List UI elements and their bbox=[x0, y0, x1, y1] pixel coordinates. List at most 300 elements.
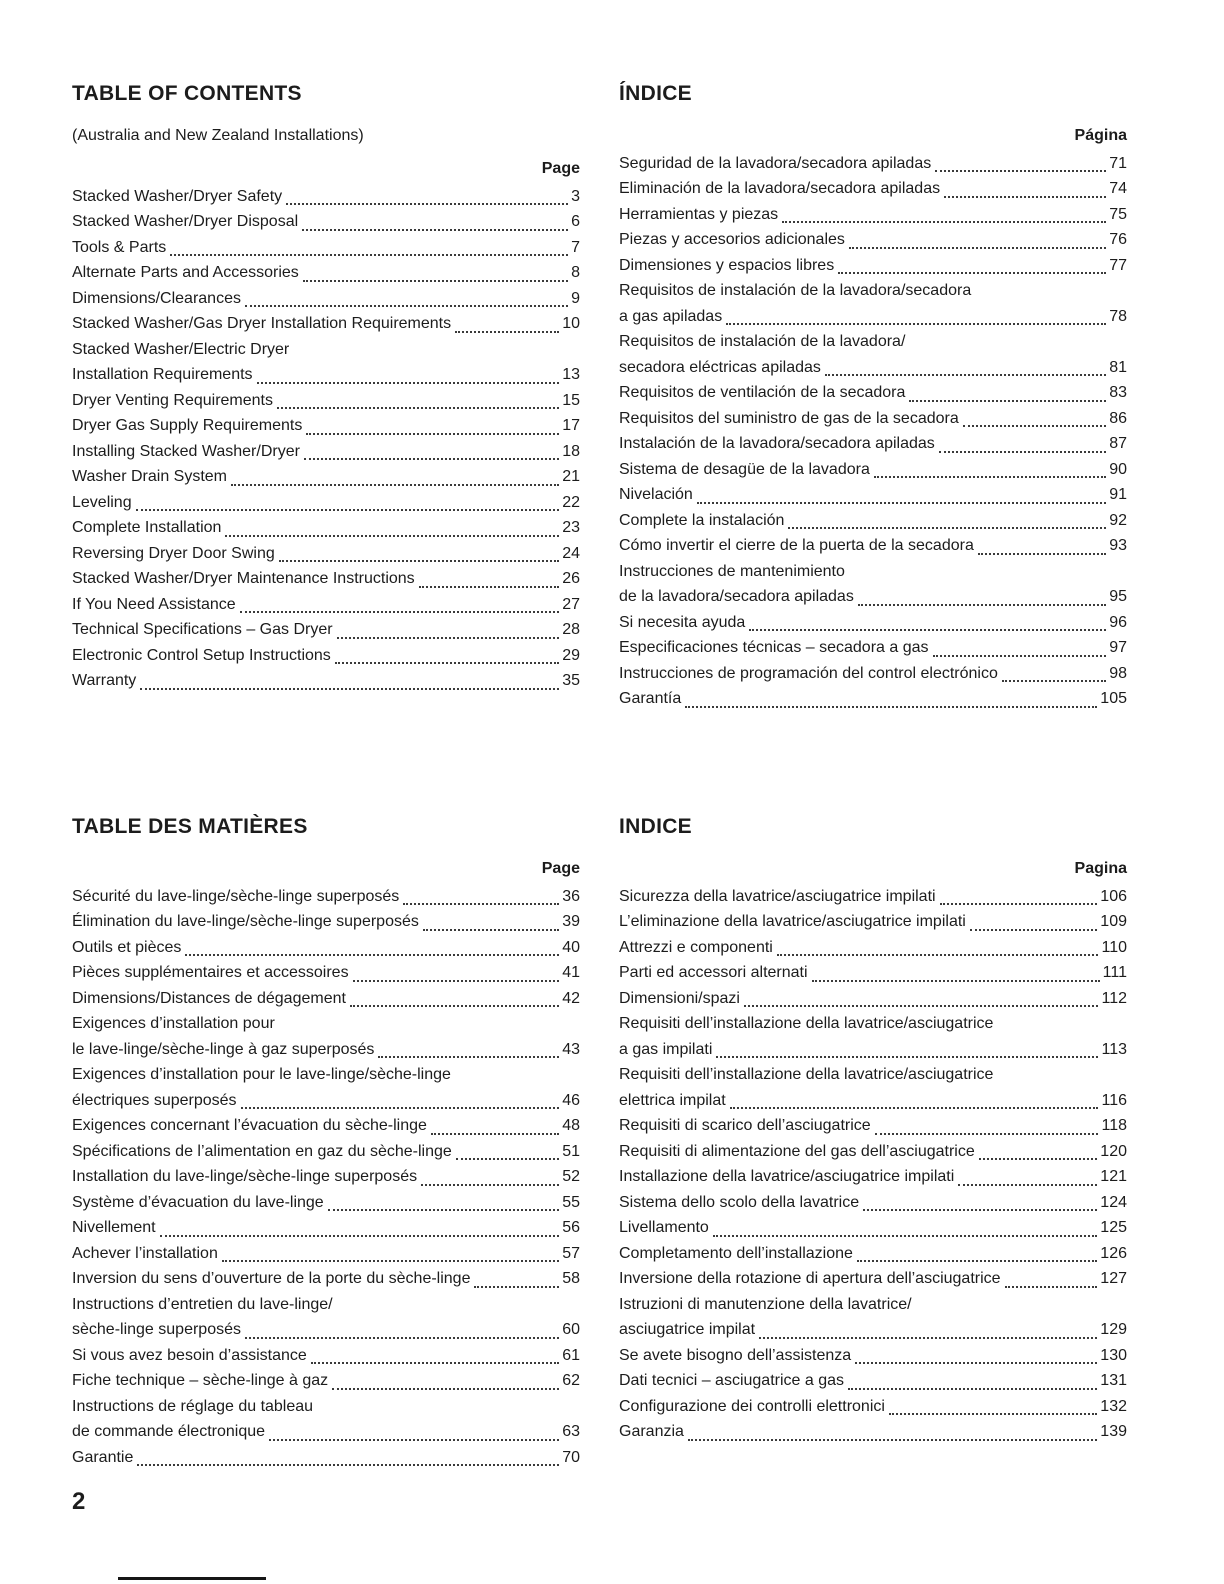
toc-entry-row bbox=[619, 986, 1127, 1012]
toc-entry-row bbox=[72, 986, 580, 1012]
toc-entries-french bbox=[72, 884, 580, 1471]
toc-entry bbox=[72, 464, 580, 490]
toc-entry-label: Stacked Washer/Dryer Maintenance Instructions bbox=[72, 570, 415, 588]
toc-entry bbox=[72, 1113, 580, 1139]
toc-entry-page: 87 bbox=[1109, 435, 1127, 453]
toc-entry-label: Garantie bbox=[72, 1448, 134, 1466]
toc-entry bbox=[619, 935, 1127, 961]
toc-entry-page: 46 bbox=[562, 1091, 580, 1109]
toc-entry-page: 36 bbox=[562, 887, 580, 905]
dot-leader bbox=[403, 903, 559, 905]
toc-entry-page: 21 bbox=[562, 468, 580, 486]
toc-entry-row bbox=[619, 884, 1127, 910]
dot-leader bbox=[419, 586, 560, 588]
toc-entry-row bbox=[72, 1445, 580, 1471]
toc-entry-row bbox=[619, 355, 1127, 381]
toc-entry-label: Installation du lave-linge/sèche-linge superposés bbox=[72, 1168, 418, 1186]
toc-entry-line: Requisitos de instalación de la lavadora/secadora bbox=[619, 282, 972, 300]
toc-entry-row bbox=[619, 661, 1127, 687]
toc-entry-row bbox=[72, 1266, 580, 1292]
dot-leader bbox=[978, 553, 1106, 555]
toc-entry-row bbox=[72, 209, 580, 235]
toc-entry bbox=[72, 986, 580, 1012]
toc-entry-row bbox=[619, 686, 1127, 712]
toc-entry-label: Electronic Control Setup Instructions bbox=[72, 646, 331, 664]
toc-section-french bbox=[72, 797, 580, 1470]
dot-leader bbox=[863, 1209, 1097, 1211]
toc-entry-page: 70 bbox=[562, 1448, 580, 1466]
toc-entry bbox=[72, 337, 580, 388]
toc-entry-label: Tools & Parts bbox=[72, 238, 167, 256]
toc-entry bbox=[619, 329, 1127, 380]
toc-entry-label: Nivellement bbox=[72, 1219, 156, 1237]
dot-leader bbox=[269, 1439, 559, 1441]
toc-entry-page: 55 bbox=[562, 1193, 580, 1211]
toc-entry-page: 91 bbox=[1109, 486, 1127, 504]
dot-leader bbox=[857, 1260, 1097, 1262]
toc-entry bbox=[72, 1343, 580, 1369]
toc-entry-page: 125 bbox=[1100, 1219, 1127, 1237]
toc-entry-label: Stacked Washer/Gas Dryer Installation Requirements bbox=[72, 315, 452, 333]
toc-entry-label: Warranty bbox=[72, 672, 137, 690]
dot-leader bbox=[455, 331, 559, 333]
toc-entry-label: Dimensions/Clearances bbox=[72, 289, 241, 307]
toc-entry-row bbox=[72, 490, 580, 516]
toc-entry-label: a gas apiladas bbox=[619, 307, 723, 325]
toc-entry-row bbox=[72, 1088, 580, 1114]
dot-leader bbox=[245, 305, 568, 307]
toc-entry-row bbox=[619, 1113, 1127, 1139]
toc-entry-label: Fiche technique – sèche-linge à gaz bbox=[72, 1372, 329, 1390]
toc-entry-page: 71 bbox=[1109, 154, 1127, 172]
toc-entry-label: Herramientas y piezas bbox=[619, 205, 779, 223]
page-column-label-spanish: Página bbox=[1074, 126, 1127, 144]
dot-leader bbox=[378, 1056, 559, 1058]
toc-entry-label: Élimination du lave-linge/sèche-linge superposés bbox=[72, 913, 419, 931]
dot-leader bbox=[782, 221, 1106, 223]
toc-entry-row bbox=[72, 1113, 580, 1139]
dot-leader bbox=[848, 1388, 1097, 1390]
toc-entry-line: Instructions d’entretien du lave-linge/ bbox=[72, 1295, 333, 1313]
toc-entry-row bbox=[72, 884, 580, 910]
toc-entry-label: elettrica impilat bbox=[619, 1091, 726, 1109]
dot-leader bbox=[944, 196, 1106, 198]
toc-entry-page: 86 bbox=[1109, 409, 1127, 427]
toc-entry-row bbox=[619, 610, 1127, 636]
toc-entry bbox=[619, 1266, 1127, 1292]
toc-entry-row bbox=[72, 566, 580, 592]
toc-entries-italian bbox=[619, 884, 1127, 1445]
toc-entries-spanish bbox=[619, 151, 1127, 712]
toc-entry bbox=[619, 533, 1127, 559]
toc-entry-label: Cómo invertir el cierre de la puerta de la secadora bbox=[619, 537, 974, 555]
toc-entry-label: Parti ed accessori alternati bbox=[619, 964, 808, 982]
toc-section-italian bbox=[619, 797, 1127, 1445]
toc-entry-row bbox=[72, 909, 580, 935]
dot-leader bbox=[222, 1260, 559, 1262]
toc-entry-page: 29 bbox=[562, 646, 580, 664]
toc-entry bbox=[72, 1394, 580, 1445]
toc-entry-row bbox=[619, 176, 1127, 202]
toc-entry-page: 113 bbox=[1101, 1040, 1127, 1058]
toc-entry-row bbox=[619, 935, 1127, 961]
toc-entry-page: 127 bbox=[1100, 1270, 1127, 1288]
toc-entry-page: 23 bbox=[562, 519, 580, 537]
toc-entry bbox=[72, 617, 580, 643]
toc-entry bbox=[72, 311, 580, 337]
toc-entry-row bbox=[72, 935, 580, 961]
toc-entry-label: Stacked Washer/Dryer Disposal bbox=[72, 213, 299, 231]
toc-entry-line: Istruzioni di manutenzione della lavatrice/ bbox=[619, 1295, 912, 1313]
dot-leader bbox=[939, 451, 1106, 453]
toc-entry-row bbox=[619, 1190, 1127, 1216]
toc-entry-row bbox=[619, 151, 1127, 177]
toc-entry-line: Requisiti dell’installazione della lavatrice/asciugatrice bbox=[619, 1015, 994, 1033]
toc-entry-label: Complete Installation bbox=[72, 519, 222, 537]
toc-entry-page: 27 bbox=[562, 595, 580, 613]
toc-entry bbox=[619, 482, 1127, 508]
toc-entry-row bbox=[72, 1368, 580, 1394]
toc-entry-row bbox=[619, 1419, 1127, 1445]
toc-entry bbox=[72, 1164, 580, 1190]
toc-entry-label: Inversione della rotazione di apertura dell’asciugatrice bbox=[619, 1270, 1001, 1288]
toc-entry-row bbox=[72, 592, 580, 618]
toc-entry-label: Nivelación bbox=[619, 486, 693, 504]
toc-entry bbox=[619, 1343, 1127, 1369]
toc-entry-page: 17 bbox=[562, 417, 580, 435]
toc-entry bbox=[619, 884, 1127, 910]
toc-entry-page: 98 bbox=[1109, 664, 1127, 682]
toc-entry-row bbox=[72, 464, 580, 490]
toc-entry bbox=[619, 1190, 1127, 1216]
dot-leader bbox=[231, 484, 559, 486]
dot-leader bbox=[855, 1362, 1097, 1364]
toc-entry-row bbox=[72, 311, 580, 337]
toc-entry bbox=[619, 1113, 1127, 1139]
dot-leader bbox=[456, 1158, 559, 1160]
toc-entry bbox=[619, 661, 1127, 687]
toc-entry-page: 111 bbox=[1102, 964, 1127, 982]
toc-entry-row bbox=[619, 1088, 1127, 1114]
toc-entry-row bbox=[619, 202, 1127, 228]
toc-entry-label: Instalación de la lavadora/secadora apiladas bbox=[619, 435, 935, 453]
toc-entry-label: Configurazione dei controlli elettronici bbox=[619, 1397, 885, 1415]
toc-entry-row bbox=[72, 1190, 580, 1216]
toc-entry-label: Pièces supplémentaires et accessoires bbox=[72, 964, 349, 982]
dot-leader bbox=[874, 476, 1106, 478]
dot-leader bbox=[744, 1005, 1099, 1007]
toc-entry bbox=[619, 176, 1127, 202]
toc-entry-page: 10 bbox=[562, 315, 580, 333]
toc-entry-row bbox=[619, 960, 1127, 986]
toc-entry-label: Sistema de desagüe de la lavadora bbox=[619, 460, 870, 478]
toc-section-english bbox=[72, 64, 580, 694]
dot-leader bbox=[889, 1413, 1097, 1415]
toc-entry bbox=[72, 184, 580, 210]
toc-entry-page: 124 bbox=[1100, 1193, 1127, 1211]
toc-entry-label: Attrezzi e componenti bbox=[619, 938, 773, 956]
toc-entry-row bbox=[619, 253, 1127, 279]
toc-entry-label: Alternate Parts and Accessories bbox=[72, 264, 299, 282]
dot-leader bbox=[137, 1464, 559, 1466]
toc-entry-page: 93 bbox=[1109, 537, 1127, 555]
toc-entry bbox=[72, 1190, 580, 1216]
toc-entry-row bbox=[619, 227, 1127, 253]
dot-leader bbox=[875, 1133, 1099, 1135]
toc-entry-label: électriques superposés bbox=[72, 1091, 237, 1109]
toc-entry-row bbox=[619, 1241, 1127, 1267]
toc-entry-label: le lave-linge/sèche-linge à gaz superposés bbox=[72, 1040, 375, 1058]
toc-entry-label: Requisiti di alimentazione del gas dell’asciugatrice bbox=[619, 1142, 975, 1160]
toc-entry bbox=[72, 541, 580, 567]
toc-entry bbox=[72, 209, 580, 235]
toc-entry-row bbox=[72, 643, 580, 669]
toc-entry-page: 92 bbox=[1109, 511, 1127, 529]
toc-entry-page: 75 bbox=[1109, 205, 1127, 223]
dot-leader bbox=[140, 688, 559, 690]
toc-entry bbox=[619, 227, 1127, 253]
toc-entry-page: 40 bbox=[562, 938, 580, 956]
toc-entry-page: 105 bbox=[1100, 690, 1127, 708]
dot-leader bbox=[350, 1005, 559, 1007]
toc-entry-label: Si necesita ayuda bbox=[619, 613, 746, 631]
toc-entry bbox=[72, 1011, 580, 1062]
toc-entry-page: 139 bbox=[1100, 1423, 1127, 1441]
toc-entry-row bbox=[619, 1139, 1127, 1165]
toc-entry-row bbox=[72, 439, 580, 465]
page-number: 2 bbox=[72, 1488, 86, 1515]
toc-entry-page: 52 bbox=[562, 1168, 580, 1186]
toc-entry-page: 6 bbox=[571, 213, 580, 231]
toc-entry-label: Technical Specifications – Gas Dryer bbox=[72, 621, 333, 639]
toc-entry bbox=[72, 260, 580, 286]
toc-entry-label: Système d’évacuation du lave-linge bbox=[72, 1193, 324, 1211]
toc-entry-page: 3 bbox=[571, 187, 580, 205]
toc-entry-line: Requisiti dell’installazione della lavatrice/asciugatrice bbox=[619, 1066, 994, 1084]
toc-entry-label: de commande électronique bbox=[72, 1423, 266, 1441]
toc-entry bbox=[619, 457, 1127, 483]
toc-entry-row bbox=[619, 380, 1127, 406]
toc-entry-label: Garantía bbox=[619, 690, 682, 708]
toc-entry-page: 61 bbox=[562, 1346, 580, 1364]
dot-leader bbox=[160, 1235, 560, 1237]
toc-entry-row bbox=[72, 1343, 580, 1369]
toc-entry-label: Eliminación de la lavadora/secadora apiladas bbox=[619, 180, 941, 198]
toc-entry-label: Instrucciones de programación del control electrónico bbox=[619, 664, 998, 682]
dot-leader bbox=[812, 980, 1100, 982]
toc-entry bbox=[619, 278, 1127, 329]
toc-entry-page: 9 bbox=[571, 289, 580, 307]
toc-entry-label: Reversing Dryer Door Swing bbox=[72, 544, 275, 562]
toc-entry-page: 35 bbox=[562, 672, 580, 690]
toc-entry bbox=[72, 935, 580, 961]
toc-entry-page: 24 bbox=[562, 544, 580, 562]
toc-entry bbox=[619, 686, 1127, 712]
toc-entry-label: Dati tecnici – asciugatrice a gas bbox=[619, 1372, 844, 1390]
toc-entry-label: Installing Stacked Washer/Dryer bbox=[72, 442, 300, 460]
toc-entry bbox=[72, 413, 580, 439]
toc-entry-label: Washer Drain System bbox=[72, 468, 227, 486]
dot-leader bbox=[311, 1362, 559, 1364]
toc-entry-row bbox=[619, 635, 1127, 661]
toc-entry-label: L’eliminazione della lavatrice/asciugatrice impilati bbox=[619, 913, 966, 931]
dot-leader bbox=[697, 502, 1106, 504]
toc-entry-page: 95 bbox=[1109, 588, 1127, 606]
dot-leader bbox=[225, 535, 559, 537]
page-column-label-french: Page bbox=[541, 859, 580, 877]
section-title-spanish: ÍNDICE bbox=[619, 82, 692, 106]
toc-entry-row bbox=[619, 1164, 1127, 1190]
toc-entry bbox=[619, 202, 1127, 228]
toc-entry-label: Requisitos del suministro de gas de la secadora bbox=[619, 409, 959, 427]
dot-leader bbox=[423, 929, 559, 931]
toc-entry bbox=[619, 635, 1127, 661]
toc-entry-page: 26 bbox=[562, 570, 580, 588]
toc-entry-page: 48 bbox=[562, 1117, 580, 1135]
toc-entry-label: Achever l’installation bbox=[72, 1244, 218, 1262]
dot-leader bbox=[730, 1107, 1099, 1109]
toc-entry-line: Requisitos de instalación de la lavadora/ bbox=[619, 333, 906, 351]
toc-entry-page: 81 bbox=[1109, 358, 1127, 376]
dot-leader bbox=[257, 382, 560, 384]
toc-entry-row bbox=[72, 184, 580, 210]
dot-leader bbox=[286, 203, 568, 205]
toc-entry-label: Garanzia bbox=[619, 1423, 684, 1441]
toc-entry bbox=[72, 592, 580, 618]
dot-leader bbox=[185, 954, 559, 956]
toc-entry-page: 18 bbox=[562, 442, 580, 460]
toc-entry bbox=[72, 1241, 580, 1267]
toc-entry-row bbox=[619, 1394, 1127, 1420]
toc-entry bbox=[619, 1011, 1127, 1062]
toc-entry bbox=[619, 559, 1127, 610]
toc-entry-line: Exigences d’installation pour bbox=[72, 1015, 275, 1033]
dot-leader bbox=[421, 1184, 559, 1186]
dot-leader bbox=[277, 407, 559, 409]
section-title-english: TABLE OF CONTENTS bbox=[72, 82, 302, 106]
toc-entry bbox=[619, 1139, 1127, 1165]
dot-leader bbox=[909, 400, 1106, 402]
toc-entry-row bbox=[72, 1317, 580, 1343]
toc-entry-label: Livellamento bbox=[619, 1219, 709, 1237]
toc-entry-label: Seguridad de la lavadora/secadora apiladas bbox=[619, 154, 932, 172]
dot-leader bbox=[1002, 680, 1106, 682]
toc-entry-label: a gas impilati bbox=[619, 1040, 713, 1058]
toc-entry-page: 56 bbox=[562, 1219, 580, 1237]
dot-leader bbox=[353, 980, 560, 982]
toc-entry bbox=[619, 508, 1127, 534]
toc-entry bbox=[72, 884, 580, 910]
toc-entry bbox=[619, 151, 1127, 177]
toc-entry-label: Requisiti di scarico dell’asciugatrice bbox=[619, 1117, 871, 1135]
toc-entry-row bbox=[72, 617, 580, 643]
toc-entry-page: 121 bbox=[1100, 1168, 1127, 1186]
dot-leader bbox=[332, 1388, 559, 1390]
dot-leader bbox=[777, 954, 1099, 956]
toc-entry-row bbox=[72, 362, 580, 388]
toc-entry-row bbox=[619, 1317, 1127, 1343]
toc-entry-line: Stacked Washer/Electric Dryer bbox=[72, 340, 290, 358]
toc-entry bbox=[72, 1139, 580, 1165]
dot-leader bbox=[958, 1184, 1097, 1186]
toc-entry-row bbox=[619, 1368, 1127, 1394]
dot-leader bbox=[979, 1158, 1098, 1160]
toc-entry-page: 63 bbox=[562, 1423, 580, 1441]
toc-entry-label: Stacked Washer/Dryer Safety bbox=[72, 187, 283, 205]
toc-entries-english bbox=[72, 184, 580, 694]
toc-entry-page: 126 bbox=[1100, 1244, 1127, 1262]
dot-leader bbox=[245, 1337, 559, 1339]
page-column-label-italian: Pagina bbox=[1074, 859, 1127, 877]
toc-entry-row bbox=[619, 431, 1127, 457]
dot-leader bbox=[136, 509, 560, 511]
toc-entry-page: 41 bbox=[562, 964, 580, 982]
dot-leader bbox=[788, 527, 1106, 529]
dot-leader bbox=[474, 1286, 559, 1288]
toc-entry-label: Leveling bbox=[72, 493, 132, 511]
dot-leader bbox=[749, 629, 1106, 631]
toc-entry-label: Dryer Gas Supply Requirements bbox=[72, 417, 303, 435]
section-title-french: TABLE DES MATIÈRES bbox=[72, 815, 308, 839]
toc-entry bbox=[72, 286, 580, 312]
toc-entry-label: Outils et pièces bbox=[72, 938, 182, 956]
toc-entry-page: 60 bbox=[562, 1321, 580, 1339]
dot-leader bbox=[759, 1337, 1097, 1339]
toc-entry-page: 131 bbox=[1100, 1372, 1127, 1390]
dot-leader bbox=[933, 655, 1107, 657]
dot-leader bbox=[685, 706, 1097, 708]
toc-entry-row bbox=[619, 457, 1127, 483]
toc-entry-row bbox=[72, 235, 580, 261]
toc-entry-page: 132 bbox=[1100, 1397, 1127, 1415]
section-title-italian: INDICE bbox=[619, 815, 692, 839]
toc-entry-label: Spécifications de l’alimentation en gaz du sèche-linge bbox=[72, 1142, 452, 1160]
toc-entry bbox=[619, 1419, 1127, 1445]
dot-leader bbox=[241, 1107, 560, 1109]
toc-entry-page: 42 bbox=[562, 989, 580, 1007]
toc-entry bbox=[72, 515, 580, 541]
toc-entry-page: 110 bbox=[1101, 938, 1127, 956]
toc-entry-page: 90 bbox=[1109, 460, 1127, 478]
toc-entry-label: Dimensioni/spazi bbox=[619, 989, 740, 1007]
toc-entry-page: 97 bbox=[1109, 639, 1127, 657]
toc-entry-page: 74 bbox=[1109, 180, 1127, 198]
toc-entry bbox=[619, 380, 1127, 406]
toc-entry-page: 130 bbox=[1100, 1346, 1127, 1364]
toc-entry-row bbox=[619, 909, 1127, 935]
toc-entry bbox=[619, 610, 1127, 636]
toc-entry-label: Installazione della lavatrice/asciugatrice impilati bbox=[619, 1168, 955, 1186]
dot-leader bbox=[306, 433, 559, 435]
dot-leader bbox=[688, 1439, 1097, 1441]
toc-entry-label: If You Need Assistance bbox=[72, 595, 236, 613]
toc-entry-page: 112 bbox=[1101, 989, 1127, 1007]
dot-leader bbox=[858, 604, 1106, 606]
dot-leader bbox=[849, 247, 1106, 249]
toc-entry bbox=[619, 1241, 1127, 1267]
toc-entry bbox=[72, 1266, 580, 1292]
toc-entry bbox=[72, 1215, 580, 1241]
toc-entry-label: asciugatrice impilat bbox=[619, 1321, 756, 1339]
toc-entry-row bbox=[619, 1215, 1127, 1241]
toc-entry bbox=[72, 1292, 580, 1343]
dot-leader bbox=[716, 1056, 1098, 1058]
toc-entry-row bbox=[72, 286, 580, 312]
toc-entry-label: Requisitos de ventilación de la secadora bbox=[619, 384, 906, 402]
toc-entry-row bbox=[619, 1266, 1127, 1292]
toc-entry-row bbox=[72, 1215, 580, 1241]
toc-entry-row bbox=[619, 584, 1127, 610]
